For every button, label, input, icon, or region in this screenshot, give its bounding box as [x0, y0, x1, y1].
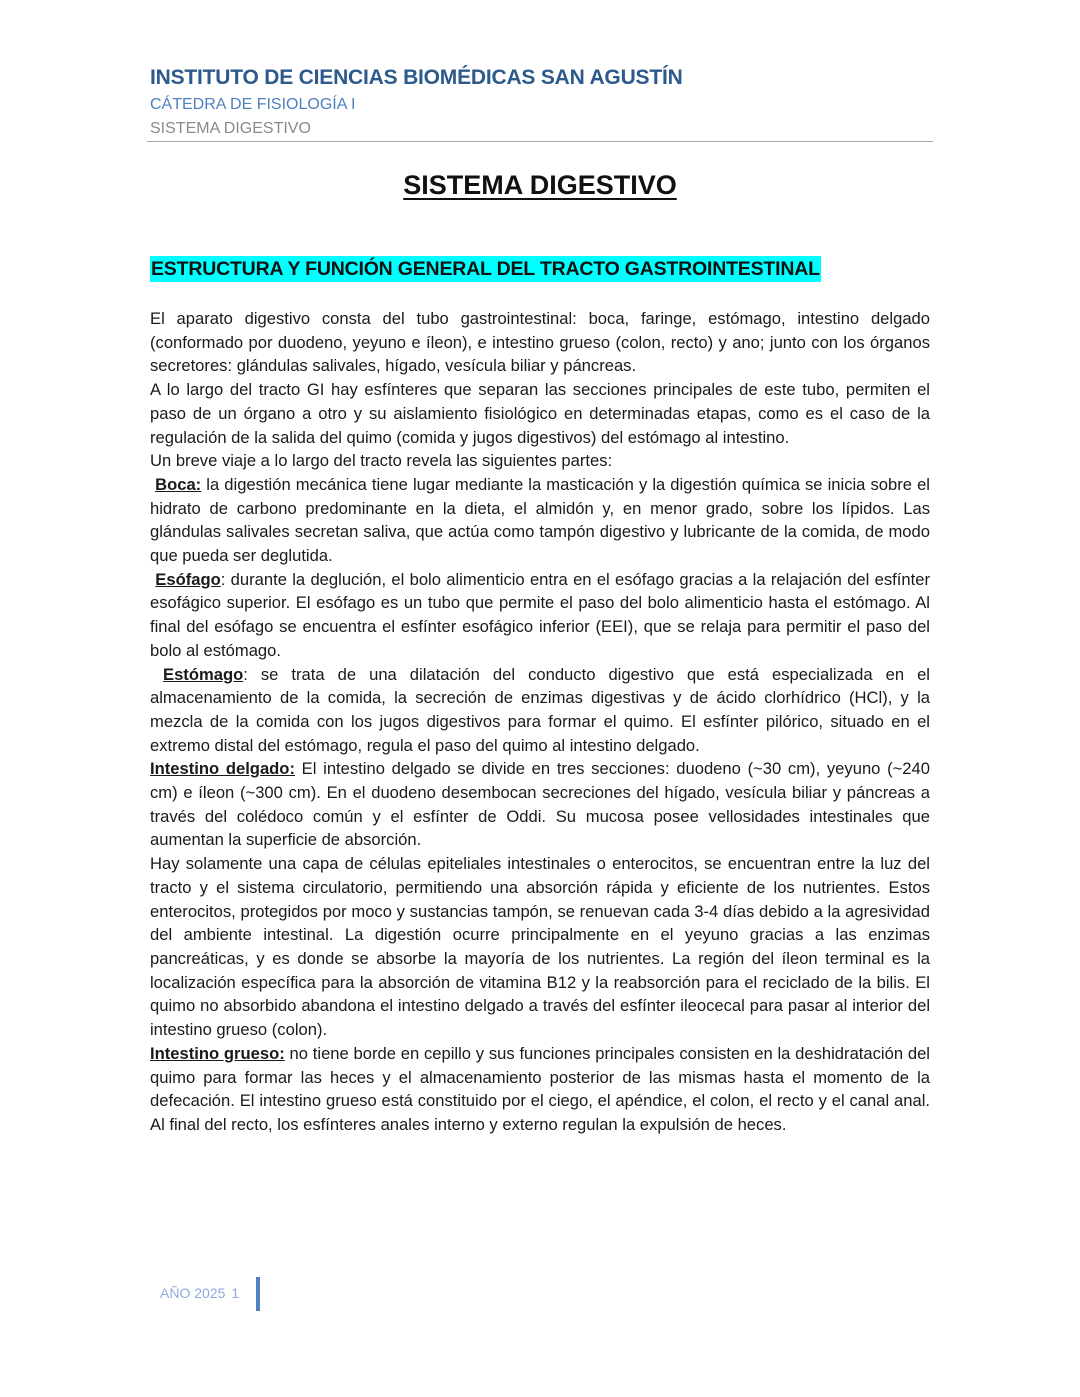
- text-boca: la digestión mecánica tiene lugar mediante la masticación y la digestión química se inicia sobre el hidrato de carbono predominante en la dieta, el almidón y, en menor grado, sobre los lípidos. Las glándulas salivales secretan saliva, que actúa como tampón digestivo y lubricante de la comida, de modo que pueda ser deglutida.: [150, 474, 930, 566]
- paragraph-esofago: [150, 568, 930, 663]
- paragraph-intro-2: A lo largo del tracto GI hay esfínteres que separan las secciones principales de este tubo, permiten el paso de un órgano a otro y su aislamiento fisiológico en determinadas etapas, como es el caso de la regulación de la salida del quimo (comida y jugos digestivos) del estómago al intestino.: [150, 380, 930, 447]
- page-header: [150, 64, 933, 141]
- paragraph-intestino-delgado-detail: Hay solamente una capa de células epiteliales intestinales o enterocitos, se encuentran entre la luz del tracto y el sistema circulatorio, permitiendo una absorción rápida y eficiente de los nutrientes. Estos enterocitos, protegidos por moco y sustancias tampón, se renuevan cada 3-4 días debido a la agresividad del ambiente intestinal. La digestión ocurre principalmente en el yeyuno gracias a las enzimas pancreáticas, y es donde se absorbe la mayoría de los nutrientes. La región del íleon terminal es la localización específica para la absorción de vitamina B12 y la reabsorción para el reciclado de la bilis. El quimo no absorbido abandona el intestino delgado a través del esfínter ileocecal para pasar al interior del intestino grueso (colon).: [150, 854, 930, 1040]
- paragraph-intro-1: El aparato digestivo consta del tubo gastrointestinal: boca, faringe, estómago, intestino delgado (conformado por duodeno, yeyuno e íleon), e intestino grueso (colon, recto) y ano; junto con los órganos secretores: glándulas salivales, hígado, vesícula biliar y páncreas.: [150, 309, 930, 376]
- department-name: CÁTEDRA DE FISIOLOGÍA I: [150, 96, 356, 113]
- footer-year: AÑO 2025: [160, 1285, 226, 1301]
- subject-name: SISTEMA DIGESTIVO: [150, 120, 311, 137]
- paragraph-boca: [150, 473, 930, 568]
- document-title-text: SISTEMA DIGESTIVO: [403, 170, 677, 200]
- paragraph-intro-3: Un breve viaje a lo largo del tracto revela las siguientes partes:: [150, 451, 613, 471]
- term-esofago: Esófago: [155, 569, 221, 589]
- text-intestino-delgado: El intestino delgado se divide en tres secciones: duodeno (~30 cm), yeyuno (~240 cm) e íleon (~300 cm). En el duodeno desembocan secreciones del hígado, vesícula biliar y páncreas a través del colédoco común y el esfínter de Oddi. Su mucosa posee vellosidades intestinales que aumentan la superficie de absorción.: [150, 759, 930, 850]
- term-intestino-grueso: Intestino grueso:: [150, 1043, 285, 1063]
- header-divider: [147, 141, 933, 142]
- text-esofago: : durante la deglución, el bolo alimenticio entra en el esófago gracias a la relajación del esfínter esofágico superior. El esófago es un tubo que permite el paso del bolo alimenticio hasta el estómago. Al final del esófago se encuentra el esfínter esofágico inferior (EEI), que se relaja para permitir el paso del bolo al estómago.: [150, 569, 930, 660]
- page-footer: [160, 1282, 239, 1304]
- document-title: [0, 170, 1080, 201]
- text-intestino-grueso: no tiene borde en cepillo y sus funciones principales consisten en la deshidratación del quimo para formar las heces y el almacenamiento posterior de las mismas hasta el momento de la defecación. El intestino grueso está constituido por el ciego, el apéndice, el colon, el recto y el canal anal. Al final del recto, los esfínteres anales interno y externo regulan la expulsión de heces.: [150, 1043, 930, 1134]
- term-estomago: Estómago: [163, 664, 244, 684]
- paragraph-estomago: [150, 663, 930, 758]
- paragraph-intestino-delgado: [150, 757, 930, 852]
- paragraph-intestino-grueso: [150, 1042, 930, 1137]
- body-text: [150, 307, 930, 1137]
- term-intestino-delgado: Intestino delgado:: [150, 759, 295, 779]
- term-boca: Boca:: [155, 474, 202, 494]
- page-number: 1: [231, 1285, 240, 1301]
- footer-accent-bar: [256, 1277, 260, 1311]
- text-estomago: : se trata de una dilatación del conducto digestivo que está especializada en el almacenamiento de la comida, la secreción de enzimas digestivas y de ácido clorhídrico (HCl), y la mezcla de la comida con los jugos digestivos para formar el quimo. El esfínter pilórico, situado en el extremo distal del estómago, regula el paso del quimo al intestino delgado.: [150, 664, 930, 755]
- section-heading: ESTRUCTURA Y FUNCIÓN GENERAL DEL TRACTO GASTROINTESTINAL: [151, 258, 820, 280]
- institution-name: INSTITUTO DE CIENCIAS BIOMÉDICAS SAN AGUSTÍN: [150, 66, 683, 89]
